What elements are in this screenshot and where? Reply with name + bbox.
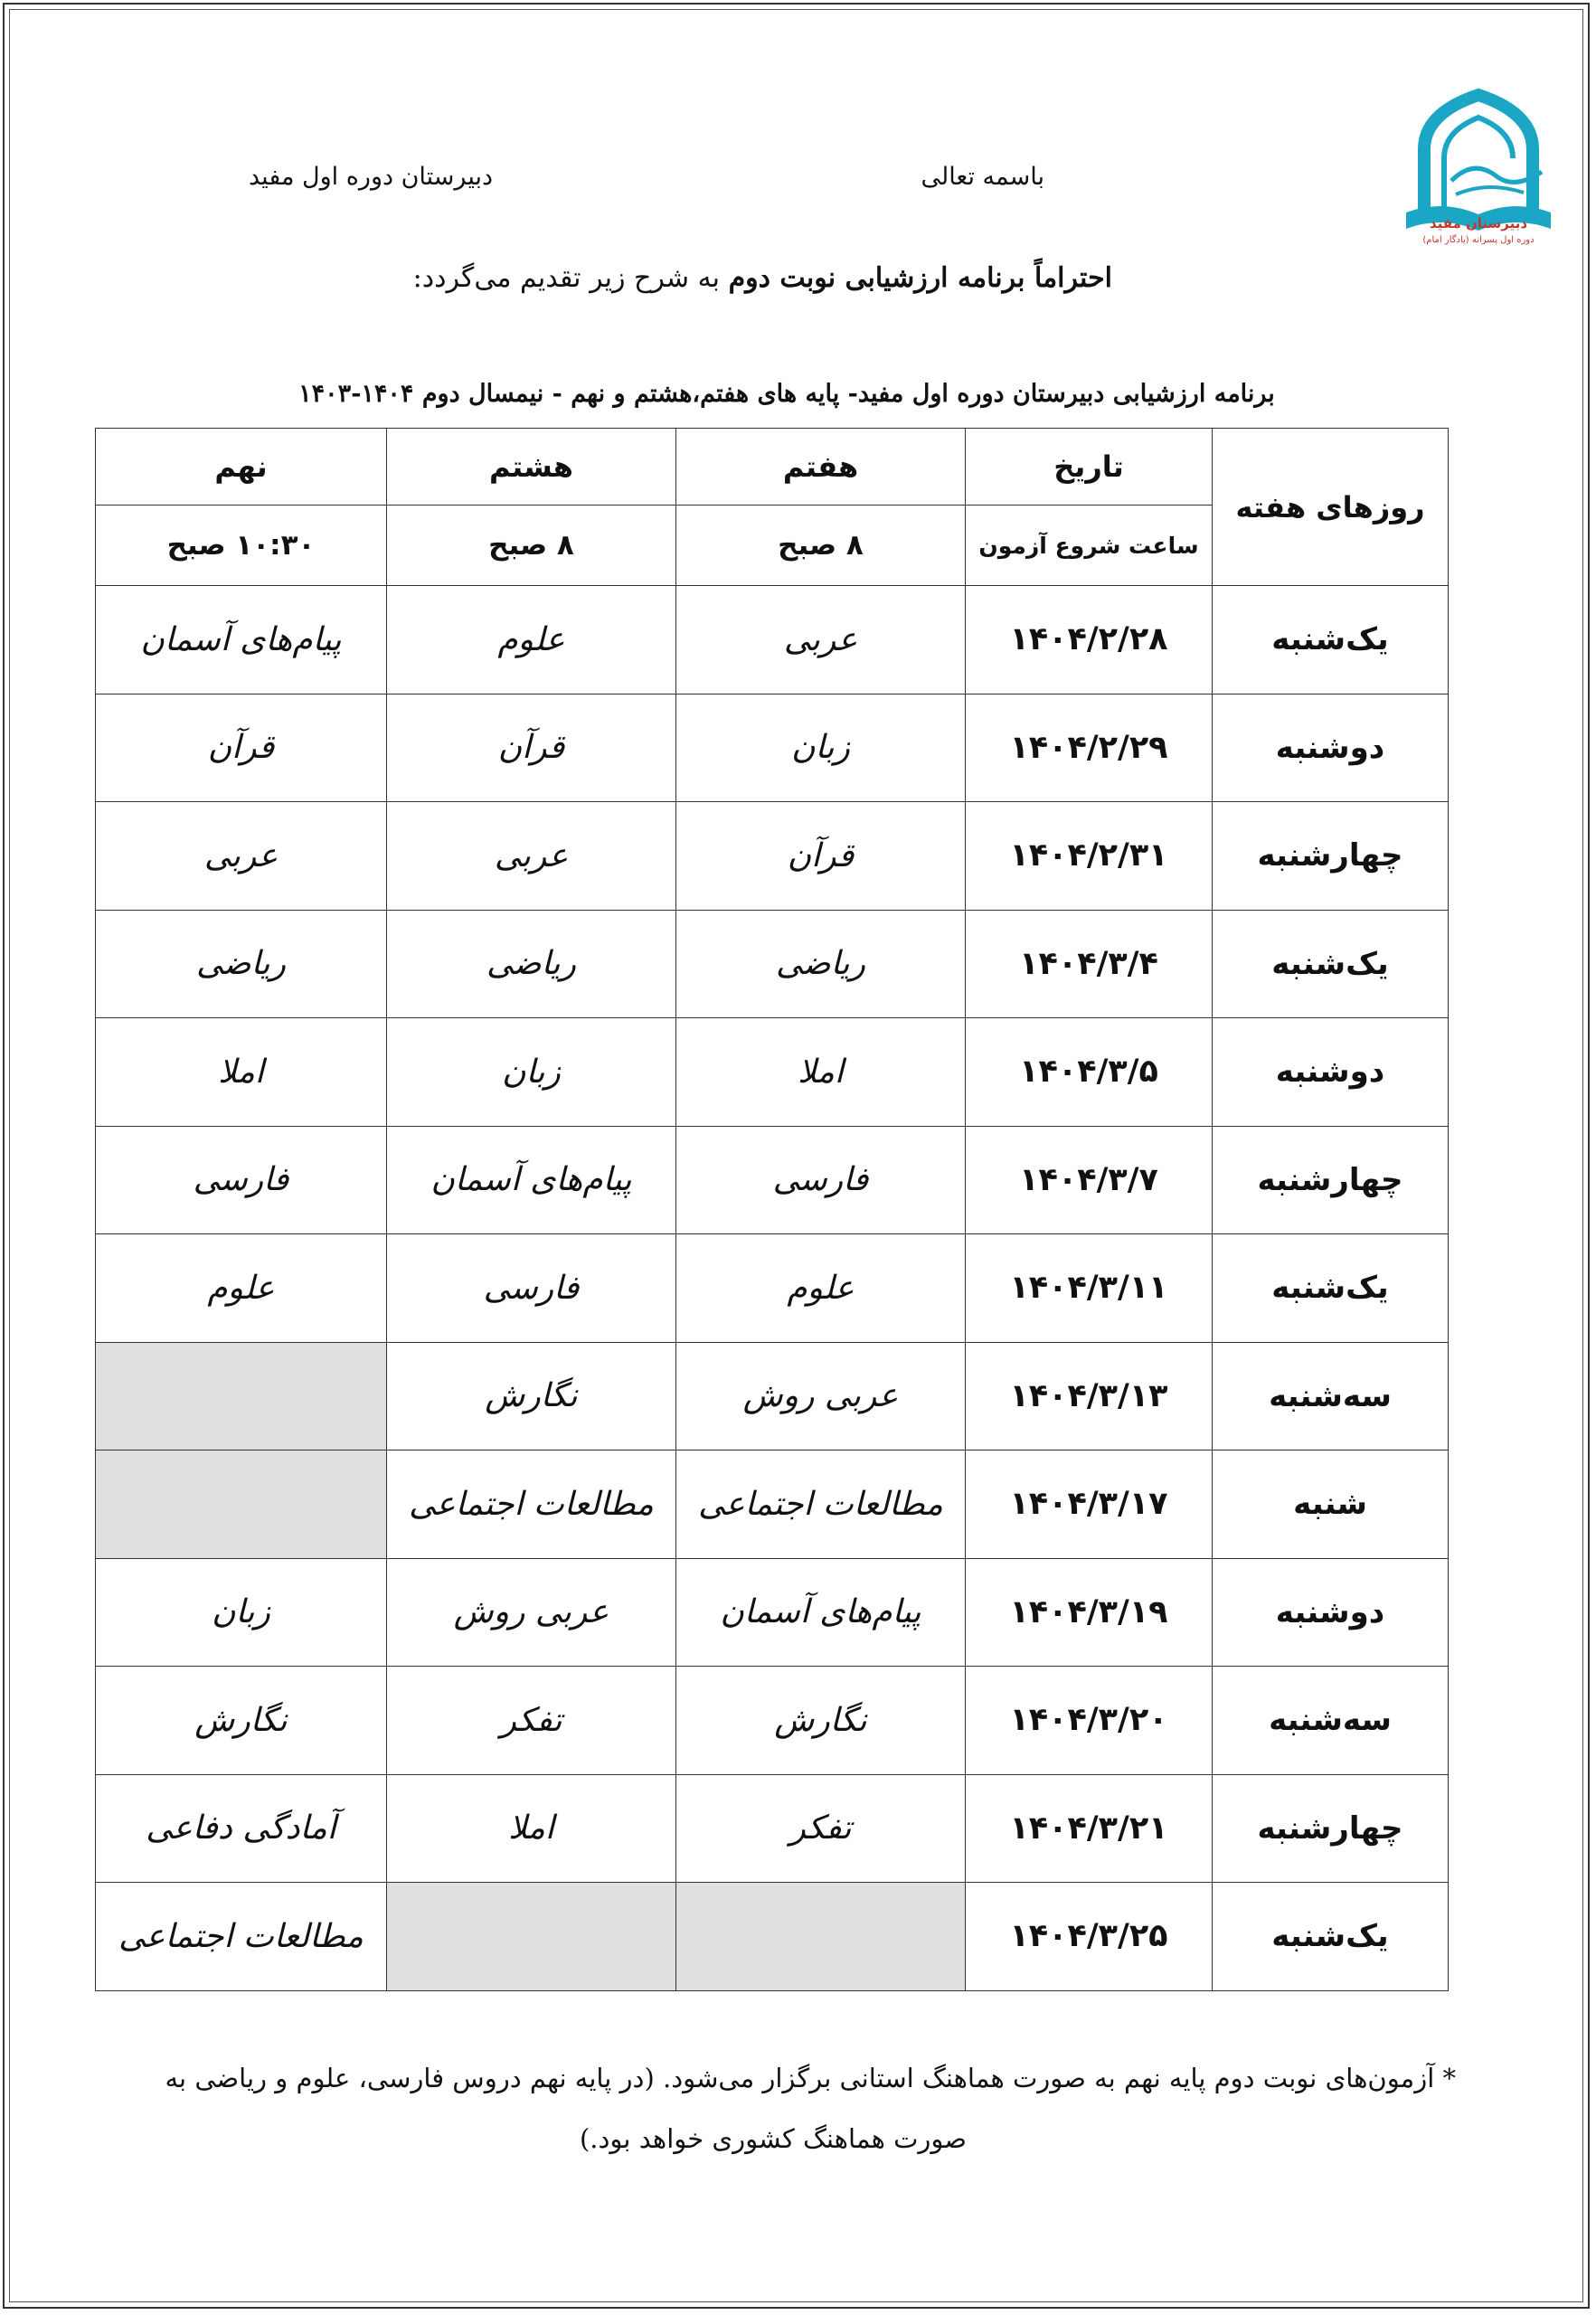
cell-grade8-empty — [387, 1883, 676, 1991]
table-row — [96, 1883, 1449, 1991]
cell-grade7: عربی — [676, 586, 966, 694]
cell-grade9: قرآن — [96, 694, 387, 802]
cell-date: ۱۴۰۴/۳/۱۱ — [966, 1234, 1213, 1343]
header-day: روزهای هفته — [1213, 429, 1449, 586]
cell-grade9-empty — [96, 1342, 387, 1450]
school-name: دبیرستان دوره اول مفید — [249, 163, 493, 191]
cell-day: دوشنبه — [1213, 1558, 1449, 1667]
cell-grade9: املا — [96, 1018, 387, 1127]
logo-brand: دبیرستان مفید — [1429, 215, 1528, 232]
cell-grade9: مطالعات اجتماعی — [96, 1883, 387, 1991]
table-title: برنامه ارزشیابی دبیرستان دوره اول مفید- پایه های هفتم،هشتم و نهم - نیمسال دوم ۱۴۰۴-۱۴۰۳ — [298, 380, 1275, 408]
intro-bold: احتراماً برنامه ارزشیابی نوبت دوم — [728, 262, 1112, 294]
footnote — [90, 2048, 1456, 2169]
cell-date: ۱۴۰۴/۳/۵ — [966, 1018, 1213, 1127]
header-grade8: هشتم — [387, 429, 676, 506]
cell-date: ۱۴۰۴/۲/۲۸ — [966, 586, 1213, 694]
table-row — [96, 1342, 1449, 1450]
header-grade7: هفتم — [676, 429, 966, 506]
cell-grade8: فارسی — [387, 1234, 676, 1343]
cell-grade8: علوم — [387, 586, 676, 694]
header-grade9: نهم — [96, 429, 387, 506]
cell-grade7: ریاضی — [676, 910, 966, 1018]
cell-date: ۱۴۰۴/۳/۲۵ — [966, 1883, 1213, 1991]
table-row — [96, 802, 1449, 911]
cell-grade8: زبان — [387, 1018, 676, 1127]
cell-grade9: پیام‌های آسمان — [96, 586, 387, 694]
cell-grade8: قرآن — [387, 694, 676, 802]
cell-day: دوشنبه — [1213, 694, 1449, 802]
basmala: باسمه تعالی — [921, 163, 1044, 191]
table-row — [96, 1126, 1449, 1234]
footnote-line2: صورت هماهنگ کشوری خواهد بود.) — [579, 2123, 968, 2154]
header-date: تاریخ — [966, 429, 1213, 506]
table-row — [96, 1234, 1449, 1343]
table-row — [96, 1018, 1449, 1127]
cell-grade9: نگارش — [96, 1667, 387, 1775]
cell-grade8: عربی — [387, 802, 676, 911]
cell-day: سه‌شنبه — [1213, 1667, 1449, 1775]
cell-grade8: مطالعات اجتماعی — [387, 1450, 676, 1559]
footnote-line1: * آزمون‌های نوبت دوم پایه نهم به صورت هماهنگ استانی برگزار می‌شود. (در پایه نهم دروس فارسی، علوم و ریاضی به — [165, 2063, 1456, 2093]
cell-day: چهارشنبه — [1213, 802, 1449, 911]
cell-date: ۱۴۰۴/۳/۴ — [966, 910, 1213, 1018]
cell-grade9: ریاضی — [96, 910, 387, 1018]
cell-grade9-empty — [96, 1450, 387, 1559]
cell-grade8: تفکر — [387, 1667, 676, 1775]
cell-grade7: علوم — [676, 1234, 966, 1343]
cell-date: ۱۴۰۴/۳/۲۰ — [966, 1667, 1213, 1775]
cell-day: دوشنبه — [1213, 1018, 1449, 1127]
cell-grade9: عربی — [96, 802, 387, 911]
cell-grade7: فارسی — [676, 1126, 966, 1234]
cell-day: یک‌شنبه — [1213, 586, 1449, 694]
table-row — [96, 1774, 1449, 1883]
cell-day: چهارشنبه — [1213, 1126, 1449, 1234]
cell-grade9: علوم — [96, 1234, 387, 1343]
cell-grade7: املا — [676, 1018, 966, 1127]
header-time8: ۸ صبح — [387, 506, 676, 586]
table-row — [96, 1667, 1449, 1775]
intro-text — [412, 262, 1112, 294]
cell-date: ۱۴۰۴/۳/۱۷ — [966, 1450, 1213, 1559]
table-row — [96, 1450, 1449, 1559]
cell-grade7: تفکر — [676, 1774, 966, 1883]
cell-grade9: آمادگی دفاعی — [96, 1774, 387, 1883]
cell-grade7: عربی روش — [676, 1342, 966, 1450]
header-time7: ۸ صبح — [676, 506, 966, 586]
cell-day: سه‌شنبه — [1213, 1342, 1449, 1450]
cell-date: ۱۴۰۴/۲/۲۹ — [966, 694, 1213, 802]
table-row — [96, 586, 1449, 694]
cell-date: ۱۴۰۴/۳/۷ — [966, 1126, 1213, 1234]
cell-date: ۱۴۰۴/۳/۲۱ — [966, 1774, 1213, 1883]
cell-grade8: ریاضی — [387, 910, 676, 1018]
cell-grade9: زبان — [96, 1558, 387, 1667]
cell-grade8: عربی روش — [387, 1558, 676, 1667]
exam-schedule-table — [95, 428, 1449, 1991]
cell-grade7: زبان — [676, 694, 966, 802]
intro-rest: به شرح زیر تقدیم می‌گردد: — [412, 262, 729, 294]
table-row — [96, 1558, 1449, 1667]
table-row — [96, 694, 1449, 802]
cell-date: ۱۴۰۴/۳/۱۹ — [966, 1558, 1213, 1667]
header-start-time: ساعت شروع آزمون — [966, 506, 1213, 586]
cell-grade9: فارسی — [96, 1126, 387, 1234]
header-time9: ۱۰:۳۰ صبح — [96, 506, 387, 586]
cell-date: ۱۴۰۴/۲/۳۱ — [966, 802, 1213, 911]
cell-day: چهارشنبه — [1213, 1774, 1449, 1883]
logo-subtitle: دوره اول پسرانه (یادگار امام) — [1422, 235, 1535, 245]
cell-grade8: نگارش — [387, 1342, 676, 1450]
table-row — [96, 910, 1449, 1018]
cell-grade7: پیام‌های آسمان — [676, 1558, 966, 1667]
cell-grade7: مطالعات اجتماعی — [676, 1450, 966, 1559]
cell-day: یک‌شنبه — [1213, 910, 1449, 1018]
cell-day: یک‌شنبه — [1213, 1234, 1449, 1343]
cell-date: ۱۴۰۴/۳/۱۳ — [966, 1342, 1213, 1450]
cell-grade7-empty — [676, 1883, 966, 1991]
cell-grade7: نگارش — [676, 1667, 966, 1775]
cell-grade8: املا — [387, 1774, 676, 1883]
cell-day: یک‌شنبه — [1213, 1883, 1449, 1991]
cell-day: شنبه — [1213, 1450, 1449, 1559]
cell-grade8: پیام‌های آسمان — [387, 1126, 676, 1234]
cell-grade7: قرآن — [676, 802, 966, 911]
